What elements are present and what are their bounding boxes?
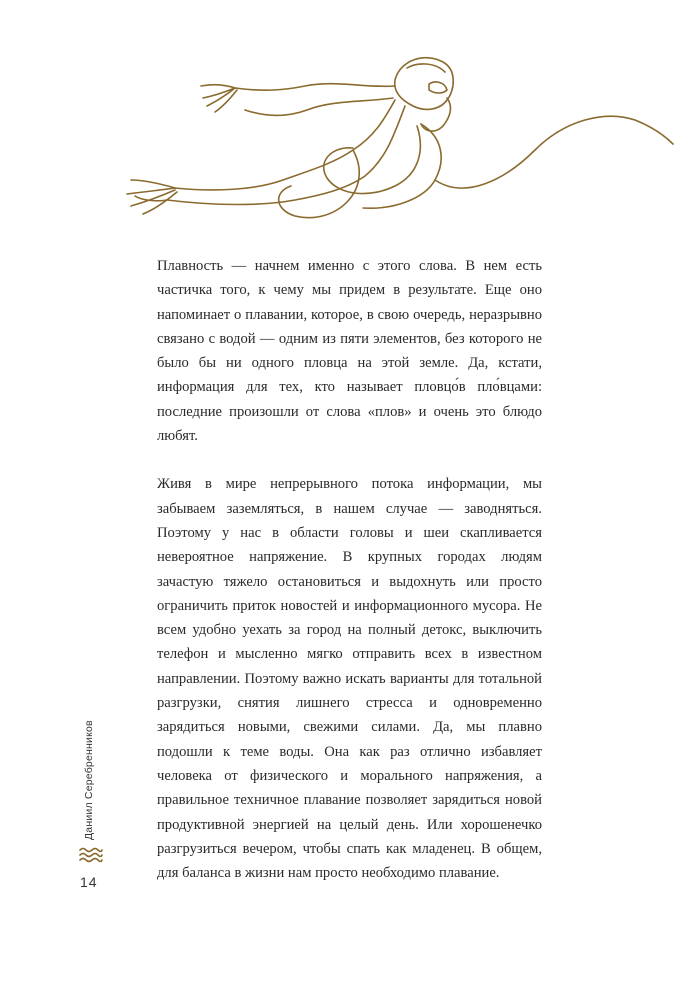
paragraph: Плавность — начнем именно с этого слова. В нем есть частичка того, к чему мы придем в результате. Еще оно напоминает о плавании, которое, в свою очередь, неразрывно связано с водой — одним из пяти элементов, без которого не было бы ни одного пловца на этой земле. Да, кстати, информация для тех, кто называет пловцо́в пло́вцами: последние произошли от слова «плов» и очень это блюдо любят. xyxy=(157,258,542,445)
paragraph: Живя в мире непрерывного потока информации, мы забываем заземляться, в нашем случае — заводняться. Поэтому у нас в области головы и шеи скапливается невероятное напряжение. В крупных городах людям зачастую тяжело остановиться и выдохнуть или просто ограничить приток новостей и информационного мусора. Не всем удобно уехать за город на полный детокс, выключить телефон и мысленно мягко отправить всех в известном направлении. Поэтому важно искать варианты для тотальной разгрузки, снятия лишнего стресса и одновременно зарядиться новыми, свежими силами. Да, мы плавно подошли к теме воды. Она как раз отлично избавляет человека от физического и морального напряжения, а правильное техничное плавание позволяет зарядиться новой продуктивной энергией на целый день. Или хорошенечко разгрузиться вечером, чтобы спать как младенец. В общем, для баланса в жизни нам просто необходимо плавание. xyxy=(157,476,542,882)
body-text xyxy=(157,254,542,885)
waves-icon xyxy=(79,847,103,863)
swimmer-illustration-icon xyxy=(95,40,675,230)
page-number: 14 xyxy=(80,874,98,890)
author-name: Даниил Серебренников xyxy=(83,720,95,840)
